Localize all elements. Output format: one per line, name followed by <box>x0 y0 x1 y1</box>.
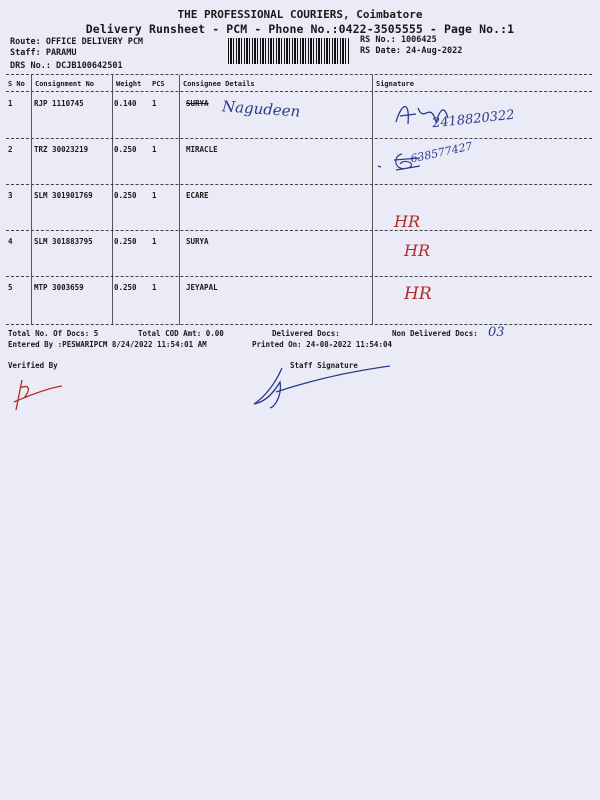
row-sno: 2 <box>8 145 13 154</box>
total-cod: Total COD Amt: 0.00 <box>138 329 224 338</box>
runsheet-subtitle: Delivery Runsheet - PCM - Phone No.:0422-3505555 - Page No.:1 <box>85 22 515 36</box>
row-consignment: SLM 301883795 <box>34 237 93 246</box>
handwritten-count: 03 <box>488 325 505 340</box>
staff-label: Staff: PARAMU <box>10 48 77 58</box>
row-sno: 5 <box>8 283 13 292</box>
company-title: THE PROFESSIONAL COURIERS, Coimbatore <box>177 8 423 21</box>
rs-date: RS Date: 24-Aug-2022 <box>360 46 463 56</box>
row-rule <box>6 138 592 139</box>
col-divider <box>179 75 180 325</box>
handwritten-initials: HR <box>404 284 432 304</box>
row-pcs: 1 <box>152 191 157 200</box>
table-top-rule <box>6 74 592 75</box>
col-header-consignment: Consignment No <box>35 80 95 88</box>
row-weight: 0.250 <box>114 283 137 292</box>
row-pcs: 1 <box>152 237 157 246</box>
header-bottom-rule <box>6 91 592 92</box>
row-sno: 4 <box>8 237 13 246</box>
verified-signature <box>8 376 68 416</box>
row-sno: 1 <box>8 99 13 108</box>
non-delivered-docs: Non Delivered Docs: <box>392 329 478 338</box>
row-consignment: SLM 301901769 <box>34 191 93 200</box>
row-consignment: TRZ 30023219 <box>34 145 89 154</box>
handwritten-phone: 638577427 <box>409 139 474 166</box>
row-weight: 0.250 <box>114 237 137 246</box>
row-rule <box>6 184 592 185</box>
row-consignee: SURYA <box>186 237 209 246</box>
row-rule <box>6 230 592 231</box>
col-header-weight: Weight <box>116 80 142 88</box>
col-divider <box>372 75 373 325</box>
total-docs: Total No. Of Docs: 5 <box>8 329 99 338</box>
handwritten-phone: 2418820322 <box>431 107 516 132</box>
verified-by-label: Verified By <box>8 361 58 370</box>
handwritten-name: Nagudeen <box>221 97 301 121</box>
row-consignee: MIRACLE <box>186 145 218 154</box>
row-consignee: SURYA <box>186 99 209 108</box>
row-pcs: 1 <box>152 99 157 108</box>
row-weight: 0.140 <box>114 99 137 108</box>
rs-number: RS No.: 1006425 <box>360 35 437 45</box>
row-consignee: JEYAPAL <box>186 283 218 292</box>
row-consignment: MTP 3003659 <box>34 283 84 292</box>
col-header-signature: Signature <box>376 80 414 88</box>
row-pcs: 1 <box>152 145 157 154</box>
handwritten-initials: HR <box>394 212 420 231</box>
route-label: Route: OFFICE DELIVERY PCM <box>10 37 144 47</box>
staff-signature-label: Staff Signature <box>290 361 358 370</box>
row-pcs: 1 <box>152 283 157 292</box>
delivered-docs: Delivered Docs: <box>272 329 340 338</box>
staff-signature <box>246 362 396 412</box>
col-divider <box>112 75 113 325</box>
printed-on: Printed On: 24-08-2022 11:54:04 <box>252 340 392 349</box>
col-header-consignee: Consignee Details <box>183 80 255 88</box>
entered-by: Entered By :PESWARIPCM 8/24/2022 11:54:01 AM <box>8 340 207 349</box>
col-header-pcs: PCS <box>152 80 165 88</box>
row-consignee: ECARE <box>186 191 209 200</box>
row-weight: 0.250 <box>114 145 137 154</box>
row-consignment: RJP 1110745 <box>34 99 84 108</box>
row-weight: 0.250 <box>114 191 137 200</box>
barcode <box>228 38 350 64</box>
row-rule <box>6 276 592 277</box>
row-sno: 3 <box>8 191 13 200</box>
handwritten-initials: HR <box>404 241 430 260</box>
drs-number: DRS No.: DCJB100642501 <box>10 61 123 71</box>
col-header-sno: S No <box>8 80 25 88</box>
col-divider <box>31 75 32 325</box>
